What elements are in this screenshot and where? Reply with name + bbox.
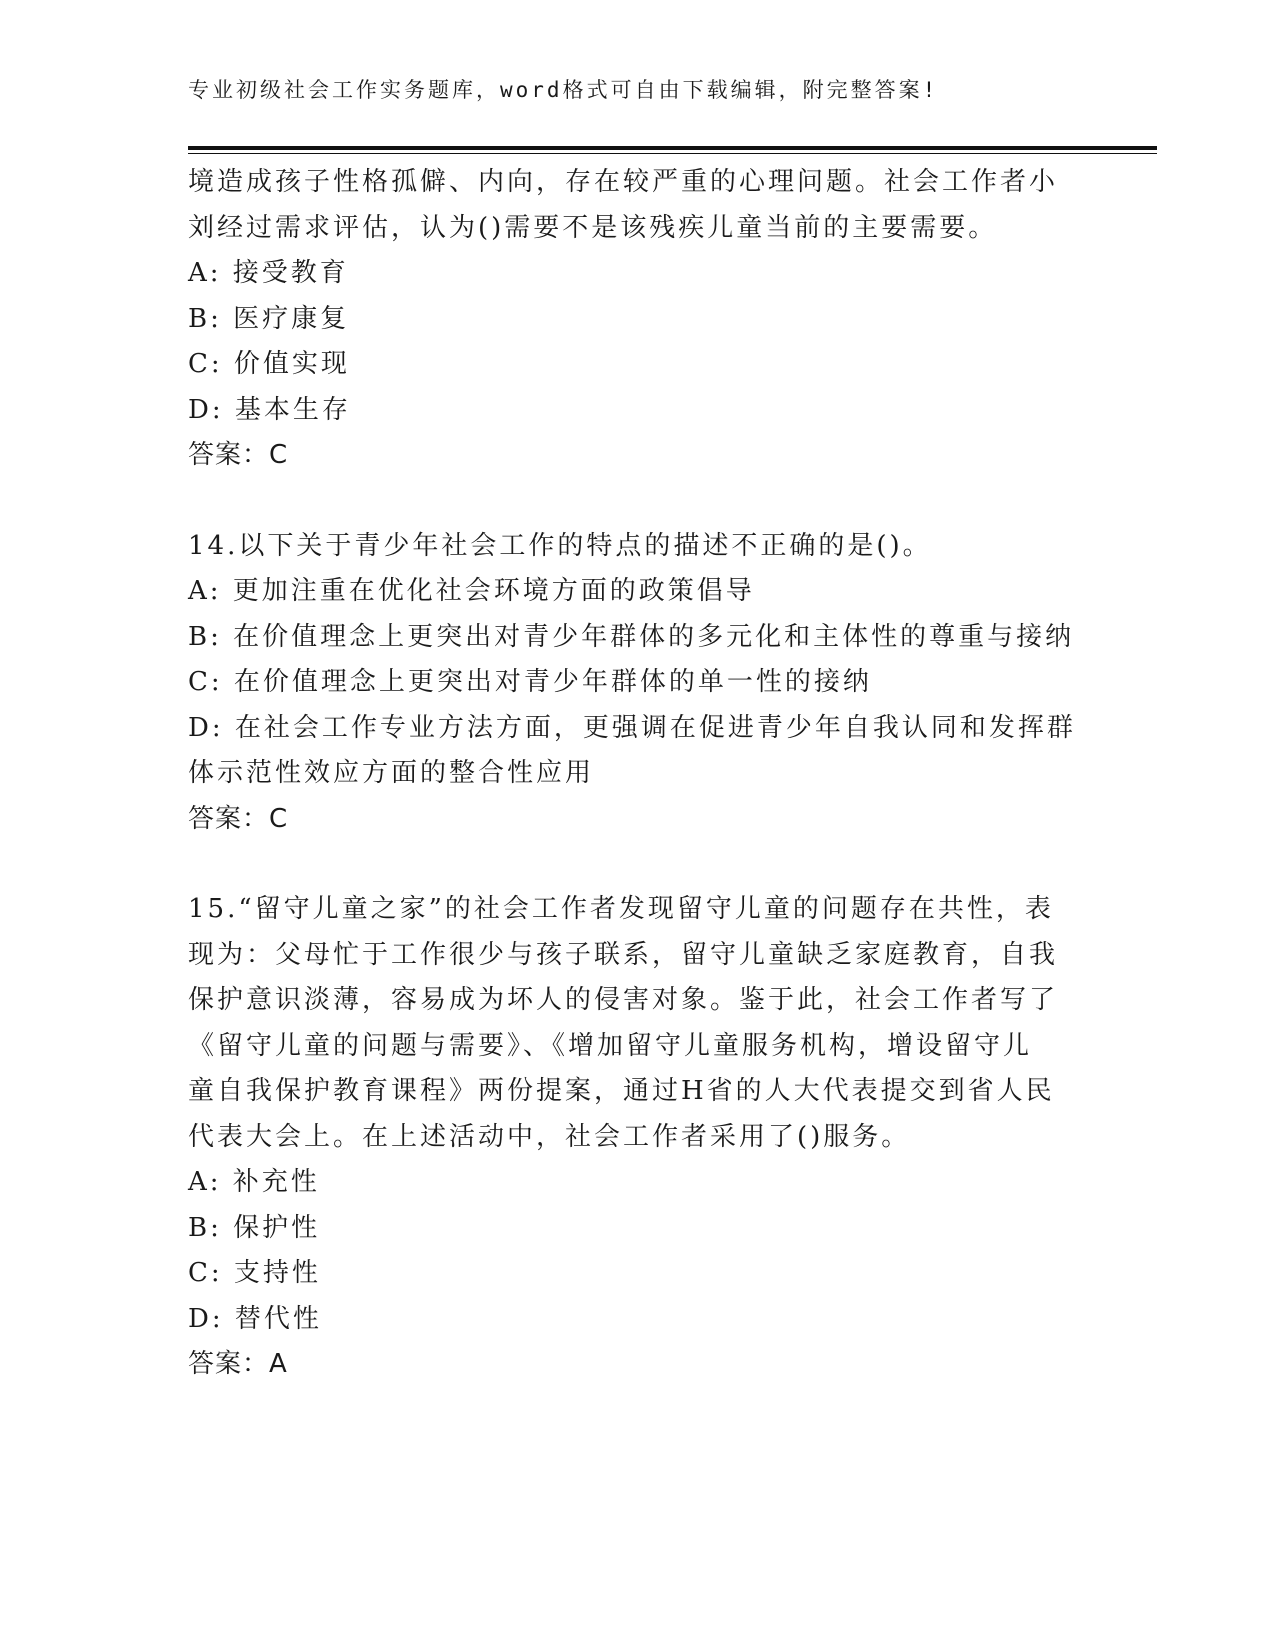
question-stem-line: 15.“留守儿童之家”的社会工作者发现留守儿童的问题存在共性，表 [188,894,1054,924]
option-a: A: 接受教育 [188,258,349,288]
option-a: A: 更加注重在优化社会环境方面的政策倡导 [188,576,755,606]
option-d: D: 在社会工作专业方法方面，更强调在促进青少年自我认同和发挥群 [188,712,1076,743]
option-b: B: 在价值理念上更突出对青少年群体的多元化和主体性的尊重与接纳 [188,621,1075,652]
option-d-continued: 体示范性效应方面的整合性应用 [188,758,595,788]
option-a: A: 补充性 [188,1167,320,1197]
answer-line: 答案：C [188,803,289,834]
question-13-continued [188,160,1088,479]
header-rule-thick [188,146,1157,150]
option-d: D: 基本生存 [188,394,351,425]
question-stem-line: 14.以下关于青少年社会工作的特点的描述不正确的是()。 [188,530,932,561]
question-15 [188,887,1088,1388]
question-stem-line: 现为：父母忙于工作很少与孩子联系，留守儿童缺乏家庭教育，自我 [188,939,1059,970]
answer-line: 答案：A [188,1349,288,1379]
option-c: C: 支持性 [188,1258,321,1288]
question-stem-line: 保护意识淡薄，容易成为坏人的侵害对象。鉴于此，社会工作者写了 [188,985,1059,1015]
page-header: 专业初级社会工作实务题库，word格式可自由下载编辑，附完整答案! [188,78,939,102]
spacer [188,842,1088,887]
option-c: C: 价值实现 [188,349,350,379]
option-c: C: 在价值理念上更突出对青少年群体的单一性的接纳 [188,667,872,697]
question-stem-line: 《留守儿童的问题与需要》、《增加留守儿童服务机构，增设留守儿 [188,1030,1033,1061]
document-body [188,160,1088,1388]
question-14 [188,524,1088,843]
question-stem-line: 刘经过需求评估，认为()需要不是该残疾儿童当前的主要需要。 [188,212,998,243]
option-b: B: 医疗康复 [188,303,350,334]
answer-line: 答案：C [188,440,289,470]
spacer [188,479,1088,524]
option-d: D: 替代性 [188,1303,322,1334]
option-b: B: 保护性 [188,1212,321,1243]
question-stem-line: 代表大会上。在上述活动中，社会工作者采用了()服务。 [188,1121,911,1152]
question-stem-line: 境造成孩子性格孤僻、内向，存在较严重的心理问题。社会工作者小 [188,167,1059,197]
header-rule-thin [188,153,1157,154]
question-stem-line: 童自我保护教育课程》两份提案，通过H省的人大代表提交到省人民 [188,1076,1055,1106]
